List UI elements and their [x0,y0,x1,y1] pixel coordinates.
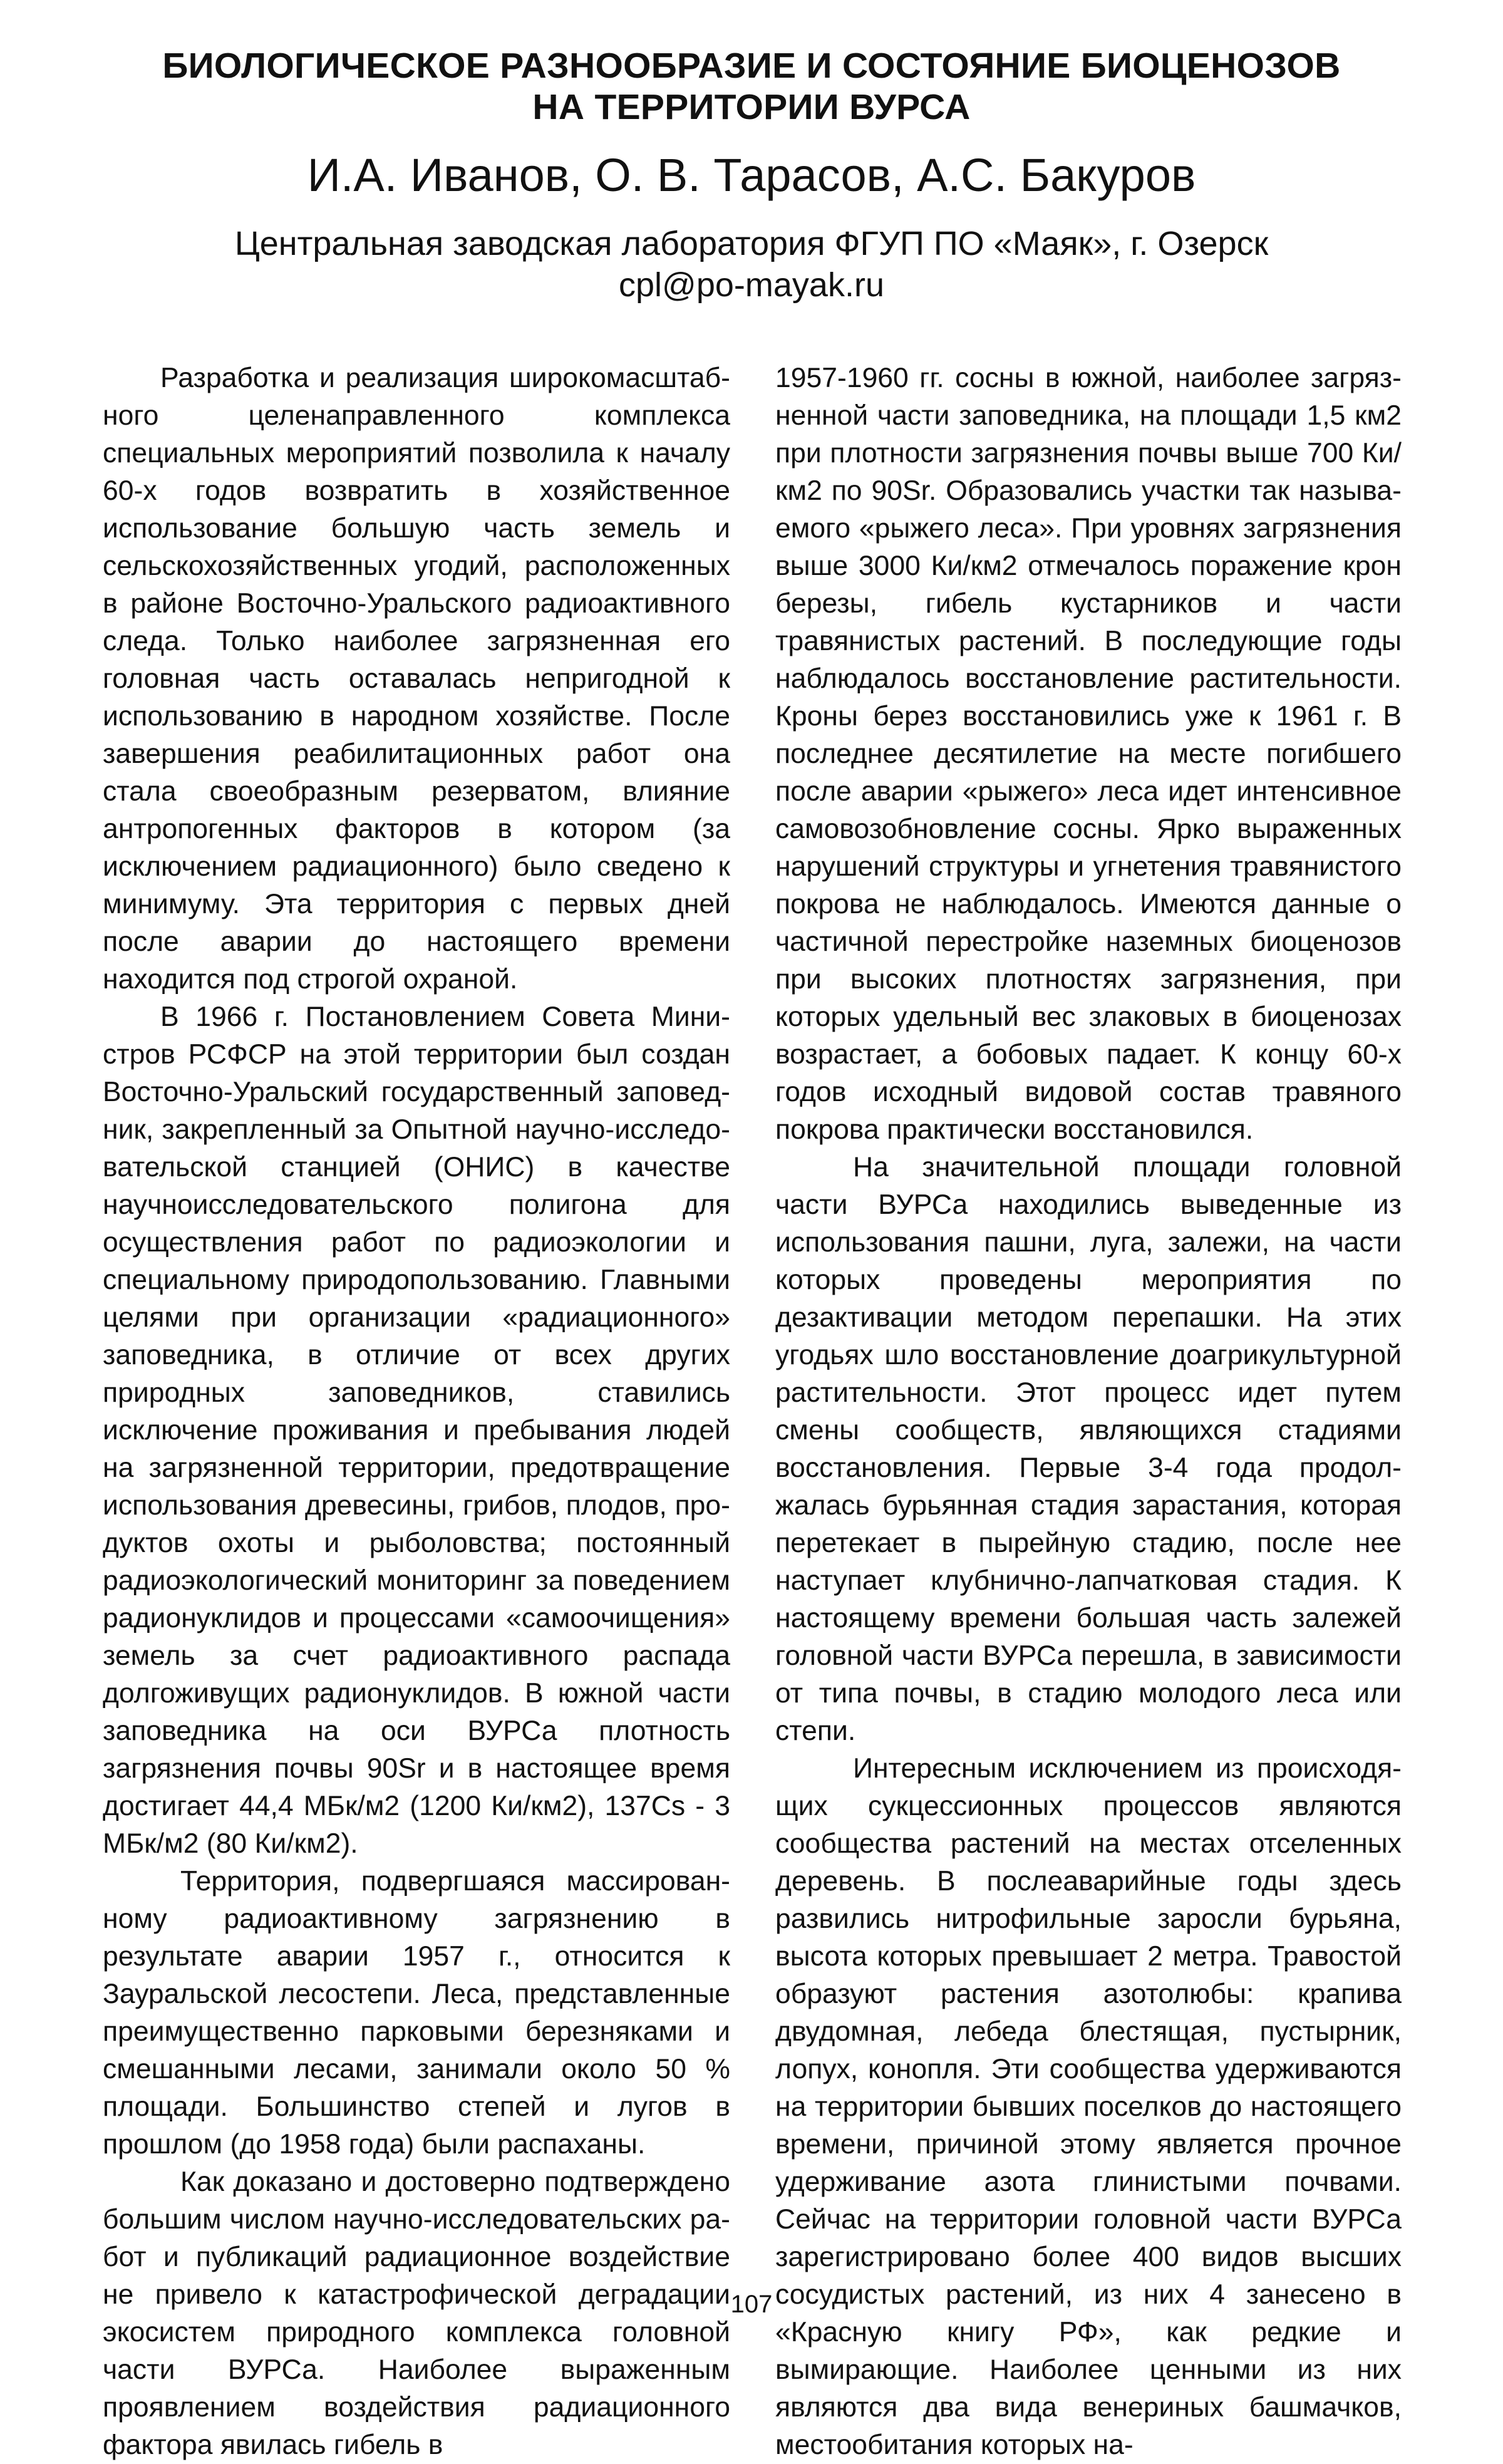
authors: И.А. Иванов, О. В. Тарасов, А.С. Бакуров [307,149,1196,201]
paper-title-line-1: БИОЛОГИЧЕСКОЕ РАЗНООБРАЗИЕ И СОСТОЯНИЕ БИОЦЕНОЗОВ [162,46,1341,86]
right-column [775,360,1402,2464]
paragraph: На значительной площади головной части ВУРСа находились выведенные из использования пашни, луга, залежи, на части которых проведены мероприятия по дезактивации методом перепашки. На этих угодьях шло восстановление доагрикультурной растительности. Этот процесс идет путем смены сообществ, являющихся стадиями восстановления. Первые 3-4 года продолжалась бурьянная стадия зарастания, которая перетекает в пырейную стадию, после нее наступает клубнично-лапчатковая стадия. К настоящему времени большая часть залежей головной части ВУРСа перешла, в зависимости от типа почвы, в стадию молодого леса или степи. [775,1152,1402,1746]
contact-email: cpl@po-mayak.ru [619,266,884,304]
paper-title-line-2: НА ТЕРРИТОРИИ ВУРСА [532,87,971,127]
affiliation: Центральная заводская лаборатория ФГУП ПО «Маяк», г. Озерск [234,225,1269,262]
page-number: 107 [730,2291,773,2318]
left-column [103,360,730,2464]
paragraph: Как доказано и достоверно подтверждено большим числом научно-исследовательских работ и публикаций радиационное воздействие не привело к катастрофической деградации экосистем природного комплекса головной части ВУРСа. Наиболее выраженным проявлением воздействия радиационного фактора явилась гибель в [103,2166,730,2460]
paragraph: Территория, подвергшаяся массированному радиоактивному загрязнению в результате аварии 1957 г., относится к Зауральской лесостепи. Леса, представленные преимущественно парковыми березняками и смешанными лесами, занимали около 50 % площади. Большинство степей и лугов в прошлом (до 1958 года) были распаханы. [103,1866,730,2160]
paragraph: В 1966 г. Постановлением Совета Министров РСФСР на этой территории был создан Восточно-Уральский государственный заповедник, закрепленный за Опытной научно-исследовательской станцией (ОНИС) в качестве научноисследовательского полигона для осуществления работ по радиоэкологии и специальному природопользованию. Главными целями при организации «радиационного» заповедника, в отличие от всех других природных заповедников, ставились исключение проживания и пребывания людей на загрязненной территории, предотвращение использования древесины, грибов, плодов, продуктов охоты и рыболовства; постоянный радиоэкологический мониторинг за поведением радионуклидов и процессами «самоочищения» земель за счет радиоактивного распада долгоживущих радионуклидов. В южной части заповедника на оси ВУРСа плотность загрязнения почвы 90Sr и в настоящее время достигает 44,4 МБк/м2 (1200 Ки/км2), 137Cs - 3 МБк/м2 (80 Ки/км2). [103,1002,730,1859]
paragraph: Интересным исключением из происходящих сукцессионных процессов являются сообщества растений на местах отселенных деревень. В послеаварийные годы здесь развились нитрофильные заросли бурьяна, высота которых превышает 2 метра. Травостой образуют растения азотолюбы: крапива двудомная, лебеда блестящая, пустырник, лопух, конопля. Эти сообщества удерживаются на территории бывших поселков до настоящего времени, причиной этому является прочное удерживание азота глинистыми почвами. Сейчас на территории головной части ВУРСа зарегистрировано более 400 видов высших сосудистых растений, из них 4 занесено в «Красную книгу РФ», как редкие и вымирающие. Наиболее ценными из них являются два вида венериных башмачков, местообитания которых на- [775,1753,1402,2460]
paragraph: Разработка и реализация широкомасштабного целенаправленного комплекса специальных мероприятий позволила к началу 60-х годов возвратить в хозяйственное использование большую часть земель и сельскохозяйственных угодий, расположенных в районе Восточно-Уральского радиоактивного следа. Только наиболее загрязненная его головная часть оставалась непригодной к использованию в народном хозяйстве. После завершения реабилитационных работ она стала своеобразным резерватом, влияние антропогенных факторов в котором (за исключением радиационного) было сведено к минимуму. Эта территория с первых дней после аварии до настоящего времени находится под строгой охраной. [103,363,730,995]
paragraph: 1957-1960 гг. сосны в южной, наиболее загрязненной части заповедника, на площади 1,5 км2 при плотности загрязнения почвы выше 700 Ки/км2 по 90Sr. Образовались участки так называемого «рыжего леса». При уровнях загрязнения выше 3000 Ки/км2 отмечалось поражение крон березы, гибель кустарников и части травянистых растений. В последующие годы наблюдалось восстановление растительности. Кроны берез восстановились уже к 1961 г. В последнее десятилетие на месте погибшего после аварии «рыжего» леса идет интенсивное самовозобновление сосны. Ярко выраженных нарушений структуры и угнетения травянистого покрова не наблюдалось. Имеются данные о частичной перестройке наземных биоценозов при высоких плотностях загрязнения, при которых удельный вес злаковых в биоценозах возрастает, а бобовых падает. К концу 60-х годов исходный видовой состав травяного покрова практически восстановился. [775,363,1402,1145]
